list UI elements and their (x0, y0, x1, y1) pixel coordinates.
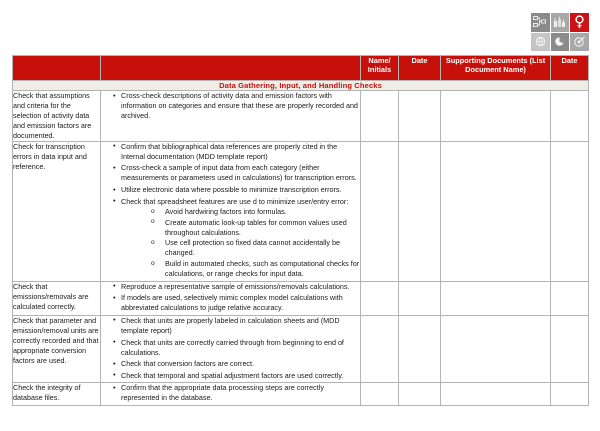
check-item-list (101, 91, 360, 121)
check-item-text: Reproduce a representative sample of emissions/removals calculations. (121, 281, 350, 291)
table-row (13, 91, 589, 142)
supporting-documents-cell[interactable] (441, 281, 551, 315)
column-header-supporting-documents: Supporting Documents (List Document Name) (441, 56, 551, 81)
task-description-cell: Check that assumptions and criteria for the selection of activity data and emission factors are documented. (13, 91, 101, 142)
check-item-list (101, 142, 360, 280)
globe-leaf-icon (531, 33, 550, 52)
pie-chart-icon (551, 33, 570, 52)
table-body (13, 81, 589, 406)
check-item (113, 383, 360, 403)
check-item-text: If models are used, selectively mimic complex model calculations with abbreviated calculations to judge relative accuracy. (121, 293, 343, 313)
puzzle-logo (531, 13, 589, 51)
check-item-text: Confirm that the appropriate data processing steps are correctly represented in the database. (121, 383, 324, 403)
date-2-cell[interactable] (551, 141, 589, 281)
column-header-date-2: Date (551, 56, 589, 81)
column-header-name-initials: Name/ Initials (361, 56, 399, 81)
task-description-cell: Check the integrity of database files. (13, 383, 101, 406)
table-header (13, 56, 589, 81)
check-item (113, 185, 360, 195)
check-item-text: Check that temporal and spatial adjustment factors are used correctly. (121, 370, 344, 380)
check-item-list (101, 316, 360, 381)
section-title: Data Gathering, Input, and Handling Checks (13, 81, 589, 91)
check-item (113, 91, 360, 121)
check-item-list (101, 383, 360, 403)
date-2-cell[interactable] (551, 281, 589, 315)
qa-checklist-table (12, 55, 589, 406)
check-items-cell (101, 141, 361, 281)
check-subitem: o Avoid hardwiring factors into formulas. (151, 207, 360, 217)
check-item (113, 316, 360, 336)
section-title-row (13, 81, 589, 91)
table-row (13, 315, 589, 382)
check-item-text: Check that units are properly labeled in calculation sheets and (MDD template report) (121, 315, 340, 336)
date-1-cell[interactable] (399, 315, 441, 382)
check-item-list (101, 282, 360, 314)
check-item-text: Confirm that bibliographical data references are properly cited in the Internal documentation (MDD template report) (121, 141, 338, 161)
target-icon (570, 33, 589, 52)
task-description-cell: Check that parameter and emission/removal units are correctly recorded and that appropriate conversion factors are used. (13, 315, 101, 382)
check-item-text: Check that spreadsheet features are use d to minimize user/entry error: (121, 196, 349, 206)
check-item (113, 371, 360, 381)
check-item (113, 359, 360, 369)
date-1-cell[interactable] (399, 281, 441, 315)
date-2-cell[interactable] (551, 91, 589, 142)
date-1-cell[interactable] (399, 141, 441, 281)
name-initials-cell[interactable] (361, 315, 399, 382)
check-item-text: Check that units are correctly carried through from beginning to end of calculations. (121, 337, 344, 357)
date-1-cell[interactable] (399, 91, 441, 142)
name-initials-cell[interactable] (361, 281, 399, 315)
check-items-cell (101, 281, 361, 315)
column-header-detail (101, 56, 361, 81)
check-subitem: o Build in automated checks, such as computational checks for calculations, or range checks for input data. (151, 259, 360, 279)
name-initials-cell[interactable] (361, 141, 399, 281)
check-item (113, 282, 360, 292)
name-initials-cell[interactable] (361, 91, 399, 142)
network-nodes-icon (531, 13, 550, 32)
supporting-documents-cell[interactable] (441, 141, 551, 281)
check-items-cell (101, 383, 361, 406)
task-description-cell: Check that emissions/removals are calculated correctly. (13, 281, 101, 315)
name-initials-cell[interactable] (361, 383, 399, 406)
table-row (13, 141, 589, 281)
check-item (113, 197, 360, 280)
check-subitem: o Create automatic look-up tables for common values used throughout calculations. (151, 218, 360, 238)
check-item (113, 163, 360, 183)
check-item-text: Check that conversion factors are correct. (121, 359, 255, 369)
date-2-cell[interactable] (551, 383, 589, 406)
check-item (113, 338, 360, 358)
magnifier-icon (570, 13, 589, 32)
check-item-text: Utilize electronic data where possible to minimize transcription errors. (121, 185, 342, 194)
table-row (13, 383, 589, 406)
date-2-cell[interactable] (551, 315, 589, 382)
check-subitem: o Use cell protection so fixed data cannot accidentally be changed. (151, 238, 360, 258)
column-header-date-1: Date (399, 56, 441, 81)
task-description-cell: Check for transcription errors in data input and reference. (13, 141, 101, 281)
table-header-row (13, 56, 589, 81)
check-item (113, 293, 360, 313)
check-items-cell (101, 315, 361, 382)
puzzle-logo-grid (531, 13, 589, 51)
column-header-task (13, 56, 101, 81)
check-item-text: Cross-check descriptions of activity data and emission factors with information on categories and ensure that these are properly recorded and archived. (121, 91, 358, 121)
check-items-cell (101, 91, 361, 142)
table-row (13, 281, 589, 315)
factory-icon (551, 13, 570, 32)
check-subitem-list (121, 207, 360, 279)
check-item-text: Cross-check a sample of input data from each category (either measurements or parameters used in calculations) for transcription errors. (121, 163, 357, 183)
check-item (113, 142, 360, 162)
supporting-documents-cell[interactable] (441, 383, 551, 406)
supporting-documents-cell[interactable] (441, 91, 551, 142)
date-1-cell[interactable] (399, 383, 441, 406)
supporting-documents-cell[interactable] (441, 315, 551, 382)
